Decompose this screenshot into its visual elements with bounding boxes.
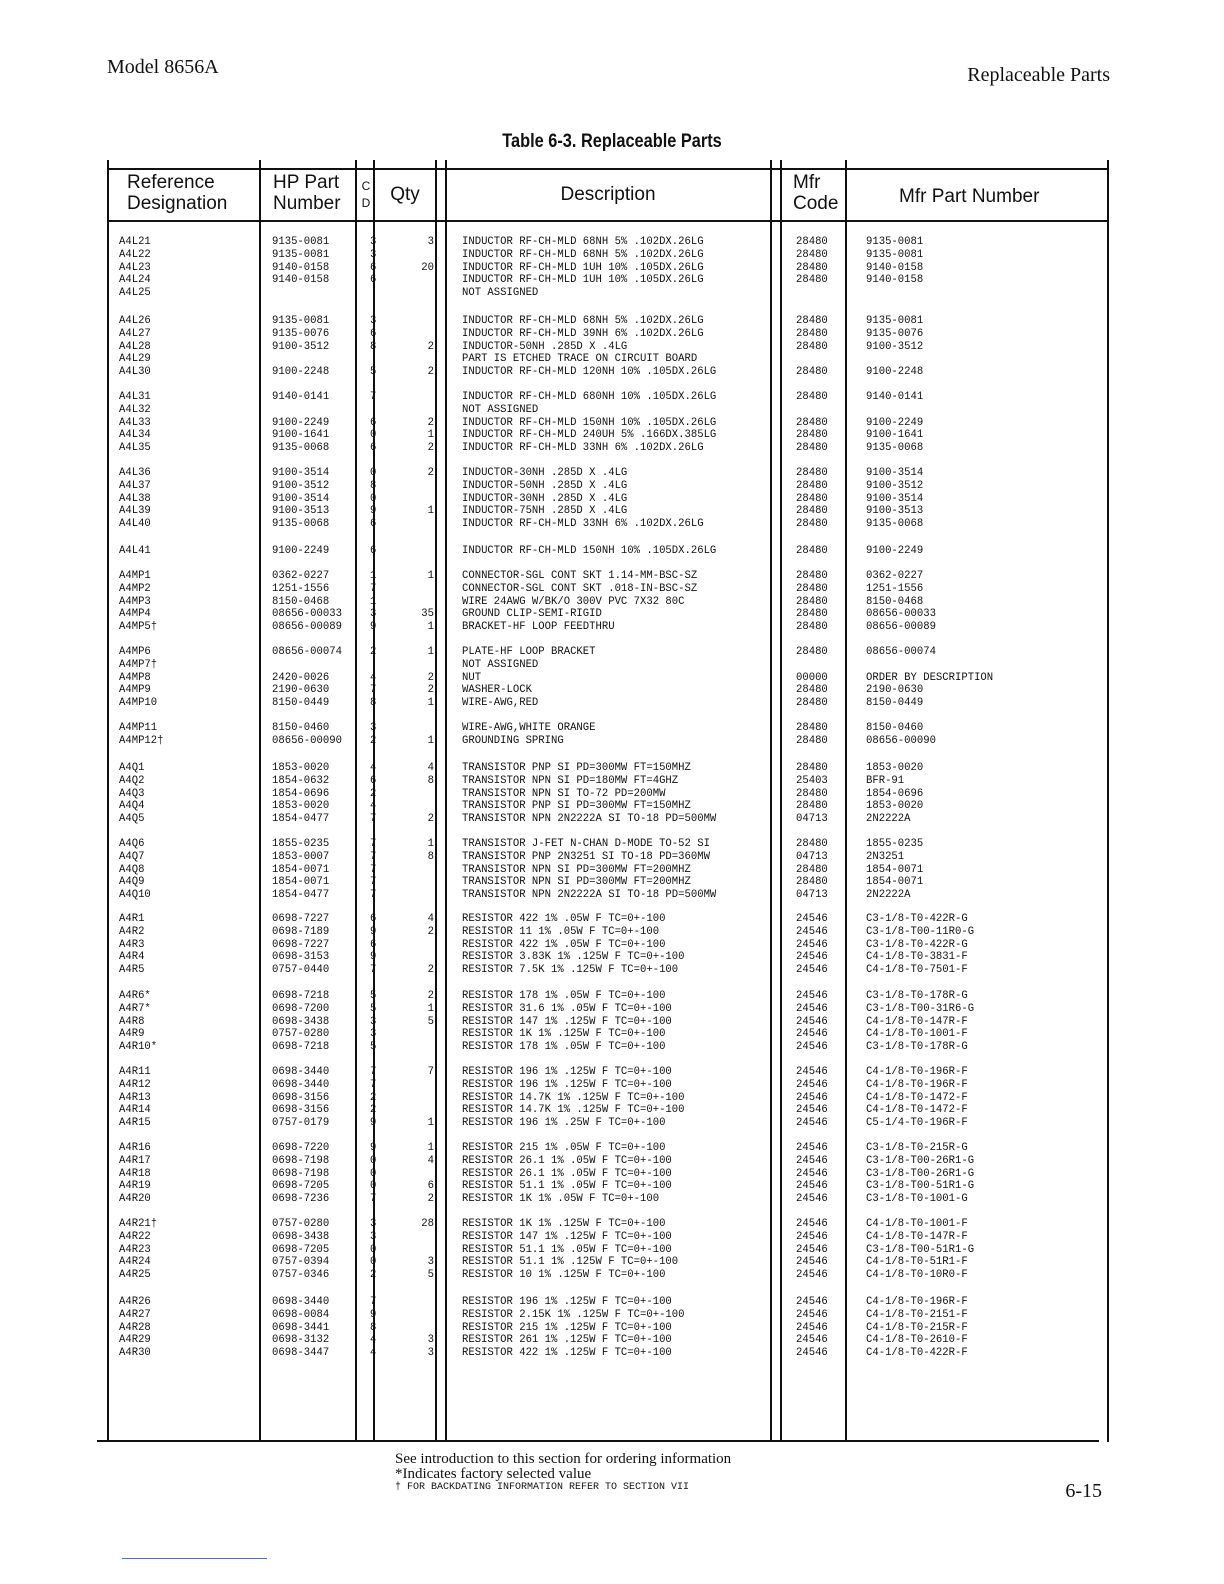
header-rule [107,220,1107,222]
column-divider [259,160,261,1442]
description-cell: INDUCTOR-30NH .285D X .4LG INDUCTOR-50NH .285D X .4LG INDUCTOR-30NH .285D X .4LG INDUCTOR-75NH .285D X .4LG INDUCTOR RF-CH-MLD 33NH 6% .102DX.26LG [462,467,704,531]
description-cell: INDUCTOR RF-CH-MLD 680NH 10% .105DX.26LG NOT ASSIGNED INDUCTOR RF-CH-MLD 150NH 10% .105DX.26LG INDUCTOR RF-CH-MLD 240UH 5% .166DX.385LG INDUCTOR RF-CH-MLD 33NH 6% .102DX.26LG [462,391,717,455]
hp-part-number-cell: 9135-0081 9135-0081 9140-0158 9140-0158 [272,236,330,287]
mfr-part-number-cell: 08656-00074 ORDER BY DESCRIPTION 2190-0630 8150-0449 [866,646,994,710]
mfr-code-cell: 24546 24546 24546 24546 24546 [796,1066,828,1130]
mfr-code-cell: 28480 28480 28480 28480 [796,236,828,287]
qty-cell: 1 8 [427,838,434,863]
reference-designation-cell: A4MP11 A4MP12† [119,722,164,747]
mfr-code-header: Mfr Code [793,172,839,214]
hp-part-number-cell: 9100-3514 9100-3512 9100-3514 9100-3513 9135-0068 [272,467,330,531]
column-divider [845,160,847,1442]
description-cell: INDUCTOR RF-CH-MLD 68NH 5% .102DX.26LG INDUCTOR RF-CH-MLD 39NH 6% .102DX.26LG INDUCTOR-50NH .285D X .4LG PART IS ETCHED TRACE ON CIRCUIT BOARD INDUCTOR RF-CH-MLD 120NH 10% .105DX.26LG [462,315,717,379]
check-digit-cell: 0 8 0 9 6 [370,467,377,531]
reference-designation-cell: A4R1 A4R2 A4R3 A4R4 A4R5 [119,913,145,977]
hp-part-number-cell: 9135-0081 9135-0076 9100-3512 9100-2248 [272,315,330,379]
mfr-part-number-cell: 1855-0235 2N3251 1854-0071 1854-0071 2N2222A [866,838,924,902]
reference-designation-cell: A4L31 A4L32 A4L33 A4L34 A4L35 [119,391,151,455]
mfr-code-cell: 28480 00000 28480 28480 [796,646,828,710]
column-divider [107,160,109,1442]
scan-artifact-line [122,1558,267,1559]
hp-part-number-cell: 0698-3440 0698-3440 0698-3156 0698-3156 0757-0179 [272,1066,330,1130]
mfr-code-cell: 28480 28480 28480 28480 28480 [796,467,828,531]
description-cell: RESISTOR 215 1% .05W F TC=0+-100 RESISTOR 26.1 1% .05W F TC=0+-100 RESISTOR 26.1 1% .05W F TC=0+-100 RESISTOR 51.1 1% .05W F TC=0+-100 RESISTOR 1K 1% .05W F TC=0+-100 [462,1142,672,1206]
mfr-code-cell: 24546 24546 24546 24546 24546 [796,913,828,977]
check-digit-cell: 3 3 0 0 2 [370,1218,377,1282]
description-header: Description [560,184,656,205]
description-cell: INDUCTOR RF-CH-MLD 68NH 5% .102DX.26LG INDUCTOR RF-CH-MLD 68NH 5% .102DX.26LG INDUCTOR RF-CH-MLD 1UH 10% .105DX.26LG INDUCTOR RF-CH-MLD 1UH 10% .105DX.26LG NOT ASSIGNED [462,236,704,300]
check-digit-cell: 4 6 2 4 7 [370,762,377,826]
mfr-part-number-cell: 9135-0081 9135-0076 9100-3512 9100-2248 [866,315,924,379]
mfr-part-number-cell: C4-1/8-T0-196R-F C4-1/8-T0-196R-F C4-1/8-T0-1472-F C4-1/8-T0-1472-F C5-1/4-T0-196R-F [866,1066,968,1130]
mfr-part-number-cell: 9140-0141 9100-2249 9100-1641 9135-0068 [866,391,924,455]
hp-part-number-cell: 0698-7220 0698-7198 0698-7198 0698-7205 0698-7236 [272,1142,330,1206]
qty-cell: 4 2 2 [427,913,434,977]
hp-part-number-cell: 0757-0280 0698-3438 0698-7205 0757-0394 0757-0346 [272,1218,330,1282]
check-digit-cell: 1 7 1 3 9 [370,570,377,634]
mfr-part-number-cell: C3-1/8-T0-422R-G C3-1/8-T00-11R0-G C3-1/8-T0-422R-G C4-1/8-T0-3831-F C4-1/8-T0-7501-F [866,913,975,977]
mfr-part-number-cell: C3-1/8-T0-215R-G C3-1/8-T00-26R1-G C3-1/8-T00-26R1-G C3-1/8-T00-51R1-G C3-1/8-T0-1001-G [866,1142,975,1206]
reference-designation-cell: A4R21† A4R22 A4R23 A4R24 A4R25 [119,1218,158,1282]
reference-designation-cell: A4L41 [119,545,151,557]
mfr-code-cell: 24546 24546 24546 24546 24546 [796,1296,828,1360]
mfr-part-number-cell: 1853-0020 BFR-91 1854-0696 1853-0020 2N2222A [866,762,924,826]
reference-designation-cell: A4R6* A4R7* A4R8 A4R9 A4R10* [119,990,158,1054]
qty-cell: 28 3 5 [421,1218,434,1282]
column-divider [435,160,437,1442]
mfr-code-cell: 24546 24546 24546 24546 24546 [796,1142,828,1206]
hp-part-number-cell: 9140-0141 9100-2249 9100-1641 9135-0068 [272,391,330,455]
reference-designation-cell: A4R16 A4R17 A4R18 A4R19 A4R20 [119,1142,151,1206]
reference-designation-cell: A4Q1 A4Q2 A4Q3 A4Q4 A4Q5 [119,762,145,826]
reference-designation-cell: A4L26 A4L27 A4L28 A4L29 A4L30 [119,315,151,379]
reference-designation-cell: A4MP1 A4MP2 A4MP3 A4MP4 A4MP5† [119,570,158,634]
mfr-code-cell: 28480 04713 28480 28480 04713 [796,838,828,902]
check-digit-cell: 3 2 [370,722,377,747]
hp-part-number-cell: 1853-0020 1854-0632 1854-0696 1853-0020 1854-0477 [272,762,330,826]
mfr-code-cell: 24546 24546 24546 24546 24546 [796,1218,828,1282]
check-digit-cell: 2 4 7 8 [370,646,377,710]
reference-designation-cell: A4R11 A4R12 A4R13 A4R14 A4R15 [119,1066,151,1130]
description-cell: INDUCTOR RF-CH-MLD 150NH 10% .105DX.26LG [462,545,717,557]
table-title: Table 6-3. Replaceable Parts [502,131,722,152]
description-cell: RESISTOR 196 1% .125W F TC=0+-100 RESISTOR 2.15K 1% .125W F TC=0+-100 RESISTOR 215 1% .125W F TC=0+-100 RESISTOR 261 1% .125W F TC=0+-100 RESISTOR 422 1% .125W F TC=0+-100 [462,1296,685,1360]
reference-designation-cell: A4L36 A4L37 A4L38 A4L39 A4L40 [119,467,151,531]
qty-cell: 3 20 [421,236,434,274]
qty-cell: 1 2 2 1 [427,646,434,710]
column-divider [1107,160,1109,1442]
mfr-part-number-header: Mfr Part Number [899,186,1040,207]
check-digit-cell: 3 6 8 5 [370,315,377,379]
column-divider [445,160,447,1442]
description-cell: RESISTOR 196 1% .125W F TC=0+-100 RESISTOR 196 1% .125W F TC=0+-100 RESISTOR 14.7K 1% .125W F TC=0+-100 RESISTOR 14.7K 1% .125W F TC=0+-100 RESISTOR 196 1% .25W F TC=0+-100 [462,1066,685,1130]
column-divider [355,160,357,1442]
check-digit-cell: 5 5 3 3 5 [370,990,377,1054]
section-header: Replaceable Parts [967,64,1110,86]
reference-designation-header: Reference Designation [127,172,228,214]
qty-cell: 4 8 2 [427,762,434,826]
hp-part-number-cell: 0362-0227 1251-1556 8150-0468 08656-00033 08656-00089 [272,570,342,634]
qty-cell: 2 1 2 [427,416,434,455]
check-digit-cell: 9 0 0 0 7 [370,1142,377,1206]
table-top-rule [107,168,1109,170]
hp-part-number-header: HP Part Number [273,172,341,214]
backdating-note: † FOR BACKDATING INFORMATION REFER TO SECTION VII [395,1482,690,1493]
description-cell: PLATE-HF LOOP BRACKET NOT ASSIGNED NUT WASHER-LOCK WIRE-AWG,RED [462,646,596,710]
mfr-code-cell: 28480 25403 28480 28480 04713 [796,762,828,826]
description-cell: WIRE-AWG,WHITE ORANGE GROUNDING SPRING [462,722,596,747]
mfr-part-number-cell: 0362-0227 1251-1556 8150-0468 08656-00033 08656-00089 [866,570,936,634]
check-digit-cell: 6 [370,545,377,557]
mfr-part-number-cell: 8150-0460 08656-00090 [866,722,936,747]
mfr-part-number-cell: C4-1/8-T0-196R-F C4-1/8-T0-2151-F C4-1/8-T0-215R-F C4-1/8-T0-2610-F C4-1/8-T0-422R-F [866,1296,968,1360]
column-divider [770,160,772,1442]
hp-part-number-cell: 0698-3440 0698-0084 0698-3441 0698-3132 0698-3447 [272,1296,330,1360]
description-cell: RESISTOR 178 1% .05W F TC=0+-100 RESISTOR 31.6 1% .05W F TC=0+-100 RESISTOR 147 1% .125W F TC=0+-100 RESISTOR 1K 1% .125W F TC=0+-100 RESISTOR 178 1% .05W F TC=0+-100 [462,990,672,1054]
check-digit-header: C D [361,179,371,210]
mfr-part-number-cell: C4-1/8-T0-1001-F C4-1/8-T0-147R-F C3-1/8-T00-51R1-G C4-1/8-T0-51R1-F C4-1/8-T0-10R0-F [866,1218,975,1282]
mfr-part-number-cell: 9100-3514 9100-3512 9100-3514 9100-3513 9135-0068 [866,467,924,531]
mfr-code-cell: 28480 [796,545,828,557]
mfr-code-cell: 24546 24546 24546 24546 24546 [796,990,828,1054]
check-digit-cell: 7 6 0 6 [370,391,377,455]
qty-cell: 1 4 6 2 [427,1142,434,1206]
description-cell: CONNECTOR-SGL CONT SKT 1.14-MM-BSC-SZ CONNECTOR-SGL CONT SKT .018-IN-BSC-SZ WIRE 24AWG W/BK/O 300V PVC 7X32 80C GROUND CLIP-SEMI-RIGID BRACKET-HF LOOP FEEDTHRU [462,570,698,634]
reference-designation-cell: A4L21 A4L22 A4L23 A4L24 A4L25 [119,236,151,300]
description-cell: RESISTOR 1K 1% .125W F TC=0+-100 RESISTOR 147 1% .125W F TC=0+-100 RESISTOR 51.1 1% .05W F TC=0+-100 RESISTOR 51.1 1% .125W F TC=0+-100 RESISTOR 10 1% .125W F TC=0+-100 [462,1218,679,1282]
qty-cell: 1 35 1 [421,570,434,634]
qty-header: Qty [390,184,420,205]
check-digit-cell: 3 3 6 6 [370,236,377,287]
qty-cell: 2 1 [427,467,434,518]
description-cell: TRANSISTOR J-FET N-CHAN D-MODE TO-52 SI TRANSISTOR PNP 2N3251 SI TO-18 PD=360MW TRANSISTOR NPN SI PD=300MW FT=200MHZ TRANSISTOR NPN SI PD=300MW FT=200MHZ TRANSISTOR NPN 2N2222A SI TO-18 PD=500MW [462,838,717,902]
qty-cell: 2 2 [427,340,434,379]
description-cell: RESISTOR 422 1% .05W F TC=0+-100 RESISTOR 11 1% .05W F TC=0+-100 RESISTOR 422 1% .05W F TC=0+-100 RESISTOR 3.83K 1% .125W F TC=0+-100 RESISTOR 7.5K 1% .125W F TC=0+-100 [462,913,685,977]
check-digit-cell: 7 7 7 7 7 [370,838,377,902]
mfr-code-cell: 28480 28480 28480 28480 28480 [796,570,828,634]
hp-part-number-cell: 0698-7218 0698-7200 0698-3438 0757-0280 0698-7218 [272,990,330,1054]
reference-designation-cell: A4Q6 A4Q7 A4Q8 A4Q9 A4Q10 [119,838,151,902]
mfr-code-cell: 28480 28480 28480 28480 [796,315,828,379]
ordering-note: See introduction to this section for ordering information [395,1451,732,1467]
table-bottom-rule [97,1440,1099,1442]
check-digit-cell: 7 7 2 2 9 [370,1066,377,1130]
mfr-part-number-cell: 9100-2249 [866,545,924,557]
hp-part-number-cell: 0698-7227 0698-7189 0698-7227 0698-3153 0757-0440 [272,913,330,977]
check-digit-cell: 6 9 6 9 7 [370,913,377,977]
mfr-part-number-cell: 9135-0081 9135-0081 9140-0158 9140-0158 [866,236,924,287]
factory-selected-note: *Indicates factory selected value [395,1466,592,1482]
qty-cell: 3 3 [427,1334,434,1360]
hp-part-number-cell: 1855-0235 1853-0007 1854-0071 1854-0071 1854-0477 [272,838,330,902]
model-header: Model 8656A [107,56,219,78]
qty-cell: 2 1 5 [427,990,434,1028]
page-number: 6-15 [1065,1480,1102,1502]
qty-cell: 7 1 [427,1066,434,1130]
mfr-code-cell: 28480 28480 [796,722,828,747]
reference-designation-cell: A4R26 A4R27 A4R28 A4R29 A4R30 [119,1296,151,1360]
hp-part-number-cell: 8150-0460 08656-00090 [272,722,342,747]
check-digit-cell: 7 9 8 4 4 [370,1296,377,1360]
column-divider [780,160,782,1442]
description-cell: TRANSISTOR PNP SI PD=300MW FT=150MHZ TRANSISTOR NPN SI PD=180MW FT=4GHZ TRANSISTOR NPN SI TO-72 PD=200MW TRANSISTOR PNP SI PD=300MW FT=150MHZ TRANSISTOR NPN 2N2222A SI TO-18 PD=500MW [462,762,717,826]
hp-part-number-cell: 08656-00074 2420-0026 2190-0630 8150-0449 [272,646,342,710]
hp-part-number-cell: 9100-2249 [272,545,330,557]
qty-cell: 1 [427,734,434,747]
mfr-code-cell: 28480 28480 28480 28480 [796,391,828,455]
mfr-part-number-cell: C3-1/8-T0-178R-G C3-1/8-T00-31R6-G C4-1/8-T0-147R-F C4-1/8-T0-1001-F C3-1/8-T0-178R-G [866,990,975,1054]
reference-designation-cell: A4MP6 A4MP7† A4MP8 A4MP9 A4MP10 [119,646,158,710]
footnotes [395,1452,731,1482]
